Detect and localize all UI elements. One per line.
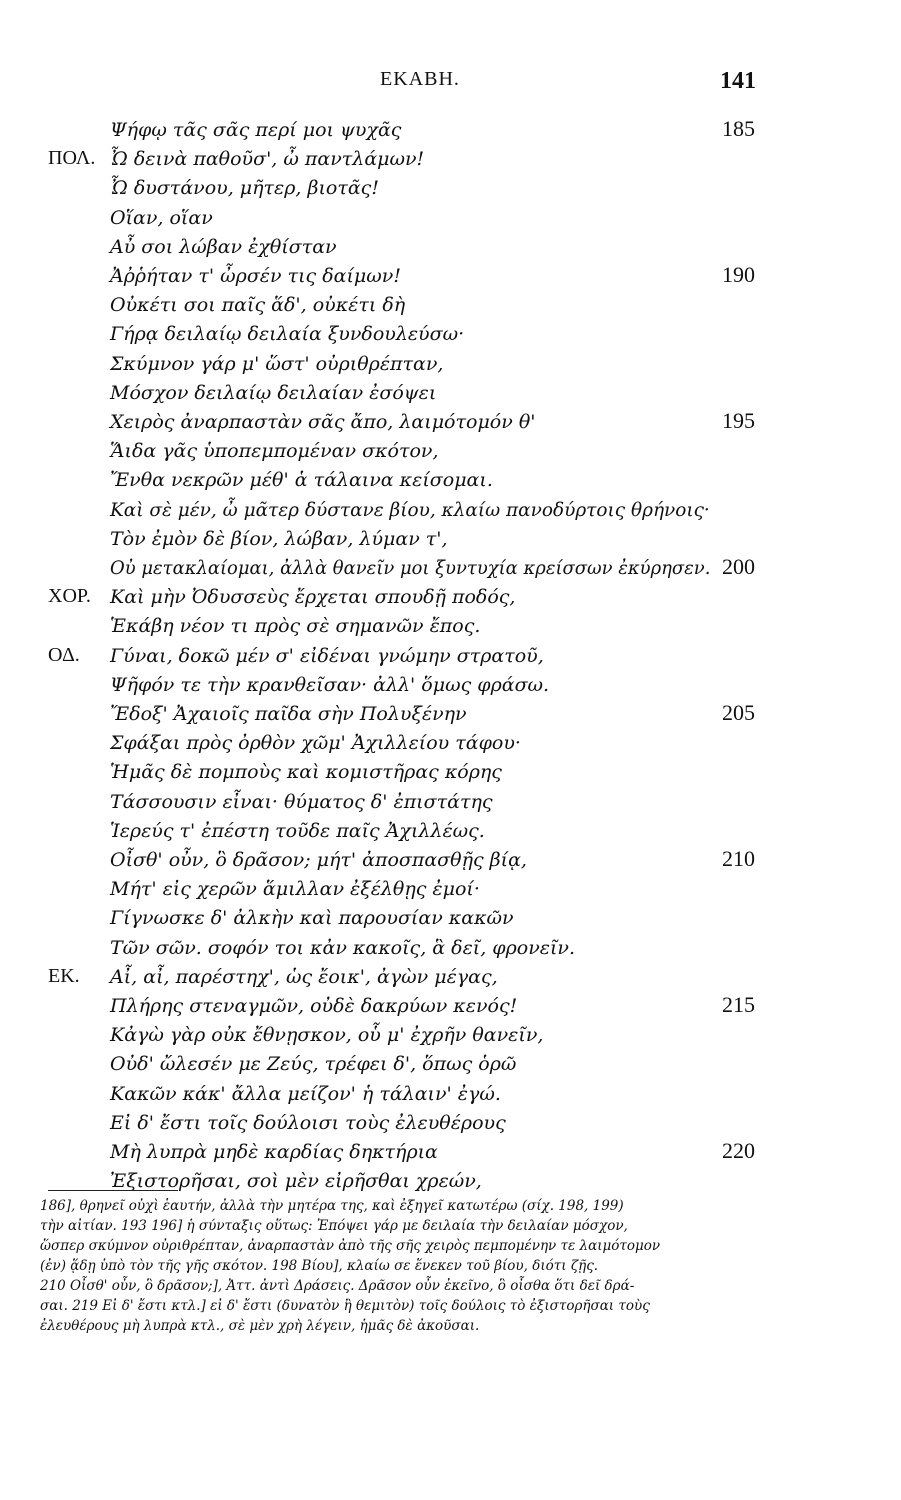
verse-text: Χειρὸς ἀναρπαστὰν σᾶς ἄπο, λαιμότομόν θ' bbox=[110, 411, 536, 433]
verse-text: Ἔδοξ' Ἀχαιοῖς παῖδα σὴν Πολυξένην bbox=[110, 703, 467, 725]
verse-text: Οἶσθ' οὖν, ὃ δρᾶσον; μήτ' ἀποσπασθῇς βίᾳ, bbox=[110, 849, 527, 871]
page-number: 141 bbox=[720, 68, 756, 94]
verse-line bbox=[0, 291, 901, 323]
verse-line bbox=[0, 466, 901, 498]
verse-text: Οἵαν, οἵαν bbox=[110, 206, 213, 229]
line-number: 200 bbox=[722, 554, 755, 579]
verse-text: Γύναι, δοκῶ μέν σ' εἰδέναι γνώμην στρατοῦ, bbox=[110, 644, 544, 667]
verse-line bbox=[0, 758, 901, 790]
verse-line bbox=[0, 408, 901, 440]
speaker-label: ΕΚ. bbox=[48, 964, 80, 987]
verse-line bbox=[0, 992, 901, 1024]
verse-text: Τάσσουσιν εἶναι· θύματος δ' ἐπιστάτης bbox=[110, 790, 493, 813]
speaker-label: ΠΟΛ. bbox=[48, 147, 96, 170]
verse-line bbox=[0, 788, 901, 820]
verse-text: Εἰ δ' ἔστι τοῖς δούλοισι τοὺς ἐλευθέρους bbox=[110, 1111, 506, 1134]
verse-line bbox=[0, 700, 901, 732]
footnote-line: ὥσπερ σκύμνον οὐριθρέπταν, ἀναρπαστὰν ἀπὸ τῆς σῆς χειρὸς πεμπομένην τε λαιμότομον bbox=[40, 1238, 661, 1254]
verse-text: Ὦ δυστάνου, μῆτερ, βιοτᾶς! bbox=[110, 177, 379, 200]
verse-line bbox=[0, 817, 901, 849]
verse-line bbox=[0, 671, 901, 703]
verse-text: Πλήρης στεναγμῶν, οὐδὲ δακρύων κενός! bbox=[110, 995, 518, 1017]
running-title: ΕΚΑΒΗ. bbox=[380, 68, 460, 90]
verse-text: Μήτ' εἰς χερῶν ἅμιλλαν ἐξέλθῃς ἐμοί· bbox=[110, 878, 480, 901]
line-number: 195 bbox=[722, 408, 755, 433]
verse-text: Ἔνθα νεκρῶν μέθ' ἁ τάλαινα κείσομαι. bbox=[110, 469, 493, 492]
verse-text: Ἐξιστορῆσαι, σοὶ μὲν εἰρῆσθαι χρεών, bbox=[110, 1170, 482, 1193]
verse-line bbox=[0, 642, 901, 674]
verse-text: Ψήφῳ τᾶς σᾶς περί μοι ψυχᾶς bbox=[110, 119, 402, 141]
verse-text: Αὖ σοι λώβαν ἐχθίσταν bbox=[110, 235, 337, 258]
verse-line bbox=[0, 437, 901, 469]
verse-line bbox=[0, 963, 901, 995]
verse-line bbox=[0, 846, 901, 878]
verse-line bbox=[0, 934, 901, 966]
verse-text: Τὸν ἐμὸν δὲ βίον, λώβαν, λύμαν τ', bbox=[110, 527, 448, 550]
verse-text: Ἀῤῥήταν τ' ὦρσέν τις δαίμων! bbox=[110, 265, 401, 287]
verse-line bbox=[0, 496, 901, 528]
verse-line bbox=[0, 145, 901, 177]
footnotes bbox=[40, 1196, 760, 1336]
verse-line bbox=[0, 233, 901, 265]
line-number: 185 bbox=[722, 116, 755, 141]
footnote-line: (ἐν) ᾅδῃ ὑπὸ τὸν τῆς γῆς σκότον. 198 Βίου], κλαίω σε ἕνεκεν τοῦ βίου, διότι ζῇς. bbox=[40, 1258, 599, 1274]
verse-line bbox=[0, 174, 901, 206]
verse-line bbox=[0, 320, 901, 352]
line-number: 210 bbox=[722, 846, 755, 871]
verse-text: Καὶ μὴν Ὀδυσσεὺς ἔρχεται σπουδῇ ποδός, bbox=[110, 586, 516, 609]
speaker-label: ΧΟΡ. bbox=[48, 585, 91, 608]
verse-text: Ψῆφόν τε τὴν κρανθεῖσαν· ἀλλ' ὅμως φράσω. bbox=[110, 673, 550, 696]
verse-text: Σφάξαι πρὸς ὀρθὸν χῶμ' Ἀχιλλείου τάφου· bbox=[110, 732, 521, 755]
footnote-line: τὴν αἰτίαν. 193 196] ἡ σύνταξις οὕτως: Ἐπόψει γάρ με δειλαία τὴν δειλαίαν μόσχον, bbox=[40, 1218, 628, 1234]
verse-text: Αἶ, αἶ, παρέστηχ', ὡς ἔοικ', ἀγὼν μέγας, bbox=[110, 965, 498, 988]
verse-line bbox=[0, 554, 901, 586]
verse-text: Ἡμᾶς δὲ πομποὺς καὶ κομιστῆρας κόρης bbox=[110, 761, 502, 784]
verse-line bbox=[0, 583, 901, 615]
footnote-line: 186], θρηνεῖ οὐχὶ ἑαυτήν, ἀλλὰ τὴν μητέρα της, καὶ ἐξηγεῖ κατωτέρω (σίχ. 198, 199) bbox=[40, 1198, 624, 1214]
verse-text: Καὶ σὲ μέν, ὦ μᾶτερ δύστανε βίου, κλαίω πανοδύρτοις θρήνοις· bbox=[110, 498, 710, 521]
verse-line bbox=[0, 1138, 901, 1170]
verse-line bbox=[0, 379, 901, 411]
verse-text: Κακῶν κάκ' ἄλλα μείζον' ἡ τάλαιν' ἐγώ. bbox=[110, 1082, 501, 1105]
verse-line bbox=[0, 1080, 901, 1112]
footnote-divider bbox=[48, 1190, 178, 1191]
verse-line bbox=[0, 904, 901, 936]
verse-line bbox=[0, 1109, 901, 1141]
verse-text: Οὐ μετακλαίομαι, ἀλλὰ θανεῖν μοι ξυντυχία κρείσσων ἐκύρησεν. bbox=[110, 557, 711, 579]
verse-text: Γίγνωσκε δ' ἀλκὴν καὶ παρουσίαν κακῶν bbox=[110, 907, 514, 930]
verse-line bbox=[0, 1167, 901, 1199]
verse-text: Μὴ λυπρὰ μηδὲ καρδίας δηκτήρια bbox=[110, 1141, 438, 1163]
verse-line bbox=[0, 1050, 901, 1082]
verse-text: Ἱερεύς τ' ἐπέστη τοῦδε παῖς Ἀχιλλέως. bbox=[110, 819, 485, 842]
verse-text: Οὐκέτι σοι παῖς ἅδ', οὐκέτι δὴ bbox=[110, 294, 406, 317]
line-number: 215 bbox=[722, 992, 755, 1017]
verse-text: Σκύμνον γάρ μ' ὥστ' οὐριθρέπταν, bbox=[110, 352, 444, 375]
line-number: 205 bbox=[722, 700, 755, 725]
verse-text: Κἀγὼ γὰρ οὐκ ἔθνῃσκον, οὗ μ' ἐχρῆν θανεῖν, bbox=[110, 1024, 544, 1047]
verse-line bbox=[0, 116, 901, 148]
verse-line bbox=[0, 204, 901, 236]
footnote-line: ἐλευθέρους μὴ λυπρὰ κτλ., σὲ μὲν χρὴ λέγειν, ἡμᾶς δὲ ἀκοῦσαι. bbox=[40, 1318, 480, 1334]
verse-text: Ὦ δεινὰ παθοῦσ', ὦ παντλάμων! bbox=[110, 148, 425, 171]
verse-line bbox=[0, 729, 901, 761]
verse-line bbox=[0, 525, 901, 557]
line-number: 220 bbox=[722, 1138, 755, 1163]
verse-text: Ἅιδα γᾶς ὑποπεμπομέναν σκότον, bbox=[110, 440, 439, 463]
verse-line bbox=[0, 1021, 901, 1053]
verse-line bbox=[0, 612, 901, 644]
verse-text: Μόσχον δειλαίῳ δειλαίαν ἐσόψει bbox=[110, 381, 437, 404]
verse-line bbox=[0, 875, 901, 907]
verse-text: Τῶν σῶν. σοφόν τοι κἀν κακοῖς, ἃ δεῖ, φρονεῖν. bbox=[110, 936, 575, 959]
verse-text: Οὐδ' ὤλεσέν με Ζεύς, τρέφει δ', ὅπως ὁρῶ bbox=[110, 1053, 517, 1076]
verse-text: Ἑκάβη νέον τι πρὸς σὲ σημανῶν ἔπος. bbox=[110, 615, 481, 638]
footnote-line: 210 Οἶσθ' οὖν, ὃ δρᾶσον;], Ἀττ. ἀντὶ Δράσεις. Δρᾶσον οὖν ἐκεῖνο, ὃ οἶσθα ὅτι δεῖ δρά- bbox=[40, 1278, 635, 1294]
line-number: 190 bbox=[722, 262, 755, 287]
speaker-label: ΟΔ. bbox=[48, 643, 80, 666]
verse-line bbox=[0, 350, 901, 382]
verse-line bbox=[0, 262, 901, 294]
verse-text: Γήρᾳ δειλαίῳ δειλαία ξυνδουλεύσω· bbox=[110, 323, 465, 346]
footnote-line: σαι. 219 Εἰ δ' ἔστι κτλ.] εἰ δ' ἔστι (δυνατὸν ἢ θεμιτὸν) τοῖς δούλοις τὸ ἐξιστορῆσαι τοὺς bbox=[40, 1298, 650, 1314]
